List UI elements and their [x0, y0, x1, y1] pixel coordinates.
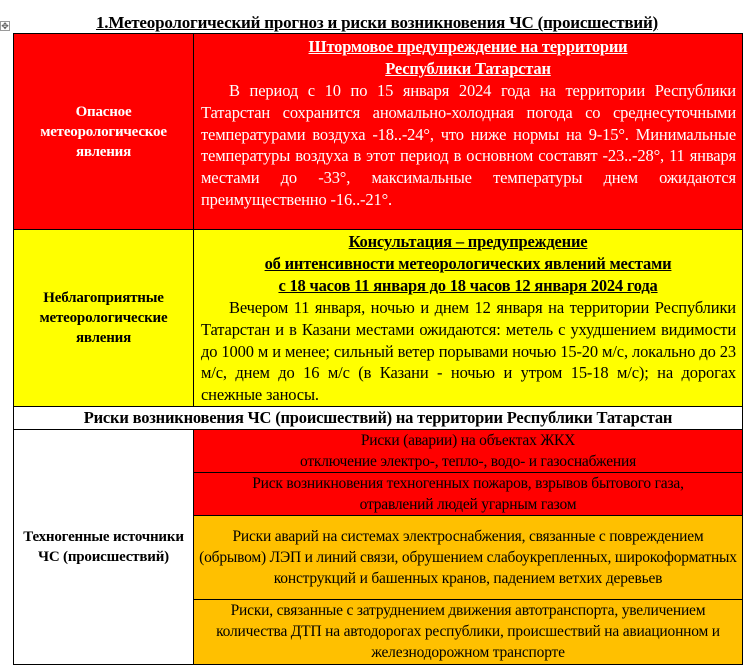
storm-warning-headline-2: Республики Татарстан	[385, 59, 551, 78]
adverse-label-cell	[14, 230, 194, 407]
section-title-text: 1.Метеорологический прогноз и риски возникновения ЧС (происшествий)	[95, 13, 659, 32]
risk-item-utilities-line2: отключение электро-, тепло-, водо- и газоснабжения	[299, 452, 637, 470]
risks-header: Риски возникновения ЧС (происшествий) на территории Республики Татарстан	[83, 408, 673, 428]
risk-item-transport-text: Риски, связанные с затруднением движения автотранспорта, увеличением количества ДТП на автодорогах республики, происшествий на авиационном и железнодорожном транспорте	[216, 602, 720, 662]
risk-item-transport	[194, 599, 743, 664]
risks-header-row	[14, 406, 743, 429]
risk-item-power-systems	[194, 515, 743, 599]
technogenic-label-cell	[14, 429, 194, 664]
forecast-table	[13, 33, 743, 665]
adverse-phenomena-row	[14, 230, 743, 407]
section-title	[13, 13, 741, 33]
risk-item-fires-line1: Риск возникновения техногенных пожаров, взрывов бытового газа,	[252, 474, 684, 492]
consultation-warning-cell	[194, 230, 743, 407]
risk-row	[14, 429, 743, 472]
risk-item-fires-line2: отравлений людей угарным газом	[359, 495, 577, 513]
storm-warning-text: В период с 10 по 15 января 2024 года на территории Республики Татарстан сохранится аномально-холодная погода со среднесуточными температурами воздуха -18..-24°, что ниже нормы на 9-15°. Минимальные температуры воздуха в этот период в основном составят -23..-28°, 11 января местами до -33°, максимальные температуры днем ожидаются преимущественно -16..-21°.	[201, 81, 736, 209]
risks-header-cell	[14, 406, 743, 429]
table-move-handle-icon[interactable]: ✥	[1, 21, 9, 31]
storm-warning-cell	[194, 34, 743, 230]
risk-item-power-systems-text: Риски аварий на системах электроснабжения, связанные с повреждением (обрывом) ЛЭП и линий связи, обрушением слабоукрепленных, широкоформатных конструкций и башенных кранов, падением ветхих деревьев	[199, 527, 737, 587]
consultation-headline-2: об интенсивности метеорологических явлений местами	[264, 254, 672, 273]
storm-warning-headline-1: Штормовое предупреждение на территории	[308, 37, 628, 56]
consultation-headline-3: с 18 часов 11 января до 18 часов 12 января 2024 года	[278, 276, 658, 295]
dangerous-phenomena-row	[14, 34, 743, 230]
consultation-headline-1: Консультация – предупреждение	[348, 232, 588, 251]
risk-item-fires	[194, 472, 743, 515]
risk-item-utilities	[194, 429, 743, 472]
risk-item-utilities-line1: Риски (аварии) на объектах ЖКХ	[360, 431, 576, 449]
dangerous-label: Опасное метеорологическое явления	[40, 103, 167, 160]
adverse-label: Неблагоприятные метеорологические явления	[39, 289, 168, 346]
dangerous-label-cell	[14, 34, 194, 230]
consultation-text: Вечером 11 января, ночью и днем 12 января на территории Республики Татарстан и в Казани местами ожидаются: метель с ухудшением видимости до 1000 м и менее; сильный ветер порывами ночью 15-20 м/с, локально до 23 м/с, днем до 16 м/с (в Казани - ночью и утром 15-18 м/с); на дорогах снежные заносы.	[201, 298, 736, 405]
technogenic-label: Техногенные источники ЧС (происшествий)	[23, 528, 184, 565]
